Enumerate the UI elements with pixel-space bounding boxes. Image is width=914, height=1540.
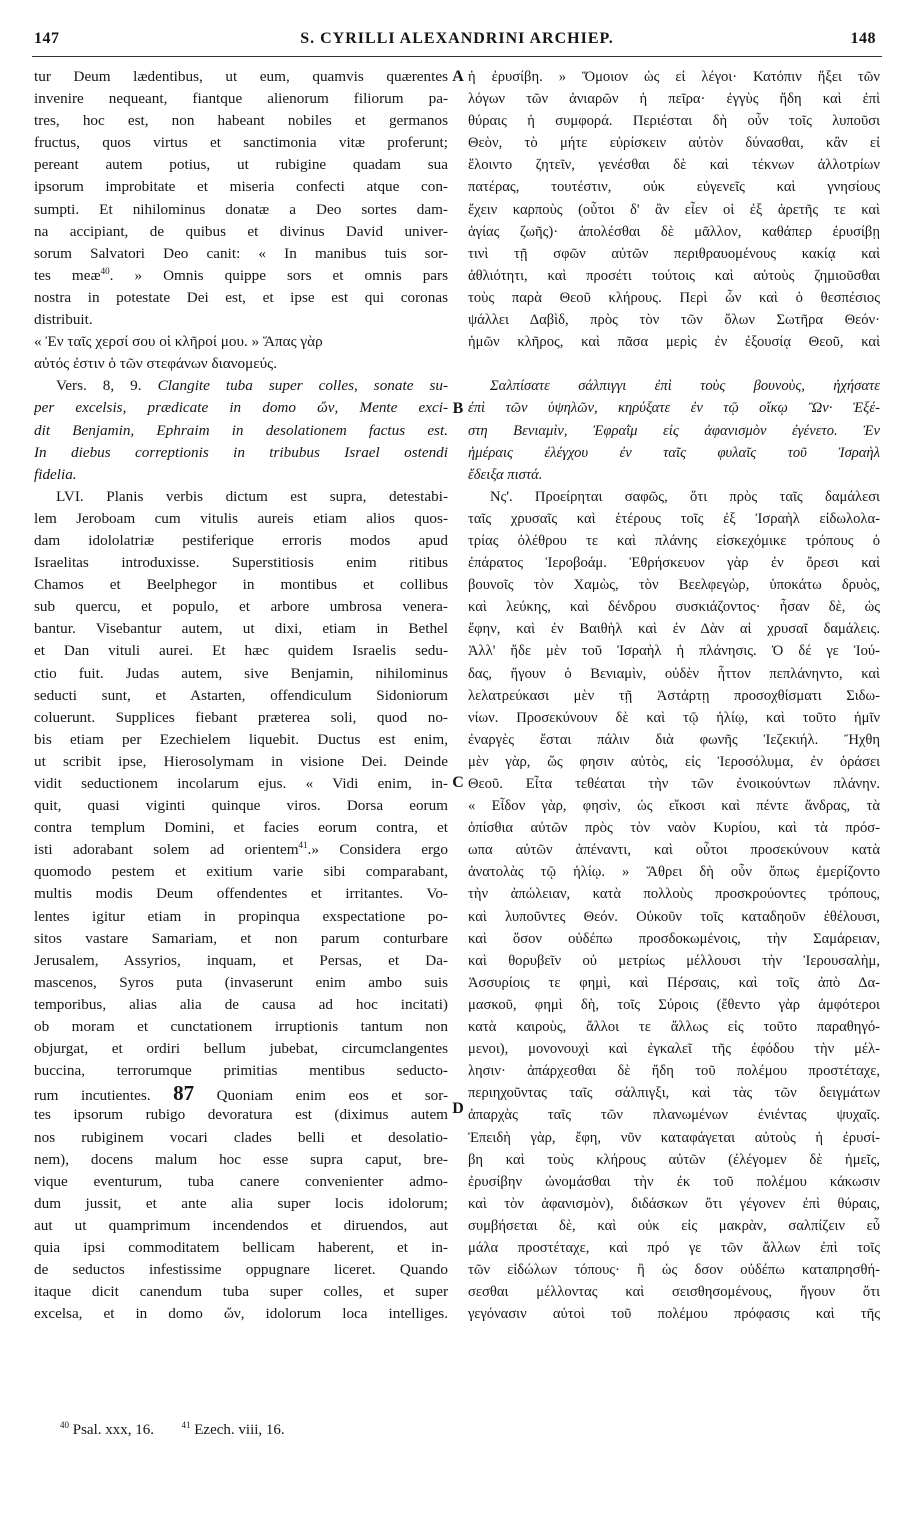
text-line: Θεὸν, τὸ μήτε εὑρίσκειν αὐτὸν δύνασθαι, κἂν εἰ bbox=[468, 135, 880, 152]
text-line: Θεοῦ. Εἶτα τεθέαται τὴν τῶν ἐνοικούντων πλάνην. bbox=[468, 776, 880, 792]
text-line: τὴν ἀπώλειαν, κατὰ πολλοὺς προσκρούοντες τρόπους, bbox=[468, 886, 880, 903]
text-line: na accipiant, de quibus et divinus David univer- bbox=[34, 222, 448, 240]
footnote-text: Psal. xxx, 16. bbox=[72, 1422, 155, 1438]
text-line: distribuit. bbox=[34, 311, 93, 329]
text-line: ἡμέραις ἐλέγχου ἐν ταῖς φυλαῖς τοῦ Ἰσραὴλ bbox=[468, 444, 880, 461]
text-line: In diebus correptionis in tribubus Israel ostendi bbox=[34, 443, 448, 461]
text-line: ἀθλιότητι, καὶ προσέτι τούτοις καὶ αὐτοὺς ζημιοῦσθαι bbox=[468, 267, 880, 284]
text-line: ἐπάρατος Ἱεροβοάμ. Ἐθρήσκευον γὰρ ἐν ὄρεσι καὶ bbox=[468, 555, 880, 572]
footnotes bbox=[60, 1422, 285, 1439]
text-line: quomodo pestem et exitium varie sibi comparabant, bbox=[34, 863, 448, 881]
text-line: Israelitas introduxisse. Superstitiosis enim ritibus bbox=[34, 554, 448, 572]
text-line: ctio fuit. Judas autem, sive Benjamin, nihilominus bbox=[34, 664, 448, 682]
text-line: dam idololatriæ pestiferique erroris modos apud bbox=[34, 531, 448, 549]
text-line: λησιν· ἀπάρχεσθαι δὲ ἤδη τοῦ πολέμου προστέταχε, bbox=[468, 1063, 880, 1080]
text-line: aut ut quamprimum incendendos et diruendos, aut bbox=[34, 1216, 448, 1234]
footnote-ref: 40 bbox=[100, 265, 110, 276]
margin-mark-c: C bbox=[452, 774, 464, 791]
text-line: Jerusalem, Assyrios, inquam, et Persas, et Da- bbox=[34, 951, 448, 969]
text-line: sorum Salvatori Deo canit: « In manibus tuis sor- bbox=[34, 244, 448, 262]
text-line: ἀνατολὰς τῷ ἡλίῳ. » Ἄθρει δὴ οὖν ὅπως ἐμερίζοντο bbox=[468, 864, 880, 881]
text-line: ἡ ἐρυσίβη. » Ὅμοιον ὡς εἰ λέγοι· Κατόπιν ἥξει τῶν bbox=[468, 69, 880, 85]
text-line: quia ipsi commoditatem bellicam haberent, et in- bbox=[34, 1238, 448, 1256]
margin-mark-b: B bbox=[452, 400, 464, 417]
text-line: buccina, terrorumque primitias mentibus seducto- bbox=[34, 1062, 448, 1080]
text-line: contra templum Domini, et facies eorum contra, et bbox=[34, 819, 448, 837]
text-line: ταῖς χρυσαῖς καὶ ἑτέρους τοῖς ἐξ Ἰσραὴλ εἰδωλολα- bbox=[468, 510, 880, 527]
text-line: ἔφην, καὶ ἐν Βαιθὴλ καὶ ἐν Δὰν αἱ χρυσαῖ δαμάλεις. bbox=[468, 621, 880, 638]
text-line: dum jussit, et ante alia super locis idolorum; bbox=[34, 1194, 448, 1212]
text-line: Ἀσσυρίοις τε φημὶ, καὶ Πέρσαις, καὶ τοῖς ἀπὸ Δα- bbox=[468, 974, 880, 991]
text-line: νίων. Προσεκύνουν δὲ καὶ τῷ ἡλίῳ, καὶ τοῦτο ἡμῖν bbox=[468, 709, 880, 726]
text-line: δας, ἤγουν ὁ Βενιαμὶν, οὐδὲν ἧττον πεπλάνηντο, καὶ bbox=[468, 665, 880, 682]
text-line: τῶν εἰδώλων τόπους· ἢ ὡς δσον οὐδέπω καταπρησθή- bbox=[468, 1262, 880, 1279]
text-line: itaque dicit canendum tuba super colles, et super bbox=[34, 1283, 448, 1301]
text-line: invenire nequeant, fiantque alienorum filiorum pa- bbox=[34, 90, 448, 108]
text-line: LVI. Planis verbis dictum est supra, detestabi- bbox=[56, 487, 448, 505]
page-number-left: 147 bbox=[34, 30, 60, 47]
text-line: vique eventurum, tuba canere convenienter admo- bbox=[34, 1172, 448, 1190]
text-line: ἀπαρχὰς ταῖς τῶν πλανωμένων ἐνιέντας ψυχαῖς. bbox=[468, 1107, 880, 1124]
text-line: Chamos et Beelphegor in montibus et collibus bbox=[34, 576, 448, 594]
text-line: ἔχειν καρποὺς (οὗτοι δ' ἂν εἶεν οἱ ἐξ ἀρετῆς τε καὶ bbox=[468, 201, 880, 218]
text-line: συμβήσεται δὲ, καὶ οὐκ εἰς μακρὰν, σαλπίζειν εὖ bbox=[468, 1217, 880, 1234]
text-line: μενοι), μονονουχὶ καὶ ἐγκαλεῖ τῆς ἐφόδου τὴν μέλ- bbox=[468, 1041, 880, 1058]
text-line: καὶ ὅσον οὐδέπω προσδοκωμένοις, τὴν Σαμάρειαν, bbox=[468, 930, 880, 947]
text-line: tes meæ$^{40}$. » Omnis quippe sors et omnis pars bbox=[34, 265, 448, 284]
text-line: Nς'. Προείρηται σαφῶς, ὅτι πρὸς ταῖς δαμάλεσι bbox=[490, 488, 880, 505]
text-line: μὲν γὰρ, ὥς φησιν αὐτὸς, εἰς Ἱεροσόλυμα, ἐν ὁράσει bbox=[468, 753, 880, 770]
text-line: ἁγίας ζωῆς)· ἀπολέσθαι δὲ μᾶλλον, καθάπερ ἐρυσίβῃ bbox=[468, 223, 880, 240]
text-line: fructus, quos virtus et sanctimonia vitæ proferunt; bbox=[34, 134, 448, 152]
text-line: isti adorabant solem ad orientem$^{41}$.» Considera ergo bbox=[34, 840, 448, 859]
text-line: de seductos infestissime oppugnare liceret. Quando bbox=[34, 1261, 448, 1279]
text-line: στη Βενιαμὶν, Ἐφραῒμ εἰς ἀφανισμὸν ἐγένετο. Ἐν bbox=[468, 422, 880, 439]
text-line: ἡμῶν κλῆρος, καὶ πᾶσα μερὶς ἐν ἐξουσίᾳ Θεοῦ, καὶ bbox=[468, 334, 880, 351]
text-line: ἕλοιντο ζητεῖν, γενέσθαι δὲ καὶ τέκνων ἀλλοτρίων bbox=[468, 157, 880, 174]
text-line: bantur. Visebantur autem, ut dixi, etiam in Bethel bbox=[34, 620, 448, 638]
text-line: nos rubiginem vocari clades belli et desolatio- bbox=[34, 1128, 448, 1146]
footnote-number: 41 bbox=[181, 1420, 191, 1430]
greek-column bbox=[468, 66, 880, 1325]
edition-column-number: 87 bbox=[173, 1082, 195, 1105]
text-line: seducti sunt, et Astarten, offendiculum Sidoniorum bbox=[34, 686, 448, 704]
text-line: « Εἶδον γὰρ, φησὶν, ὡς εἴκοσι καὶ πέντε ἄνδρας, τὰ bbox=[468, 798, 880, 815]
text-line: Vers. 8, 9. Clangite tuba super colles, sonate su- bbox=[56, 377, 448, 395]
text-line: multis modis Deum offendentes et irritantes. Vo- bbox=[34, 885, 448, 903]
text-line: excelsa, et in domo ὤν, idolorum loca intelliges. bbox=[34, 1305, 448, 1323]
text-line: πατέρας, τουτέστιν, οὐκ εὐγενεῖς καὶ γνησίους bbox=[468, 179, 880, 196]
text-line: Σαλπίσατε σάλπιγγι ἐπὶ τοὺς βουνοὺς, ἠχήσατε bbox=[490, 378, 880, 395]
text-line: ἔδειξα πιστά. bbox=[468, 466, 543, 483]
text-line: περιηχοῦντας ταῖς σάλπιγξι, καὶ τὰς τῶν δειγμάτων bbox=[468, 1085, 880, 1102]
text-line: μασκοῦ, φημὶ δὴ, τοῖς Σύροις (ἔθεντο γὰρ ἀμφότεροι bbox=[468, 996, 880, 1013]
latin-column bbox=[34, 66, 448, 1325]
latin-paragraph-1 bbox=[34, 66, 448, 375]
text-line: τοὺς παρὰ Θεοῦ κλήρους. Περὶ ὧν καὶ ὁ θεσπέσιος bbox=[468, 289, 880, 306]
text-line: pereant autem potius, ut rubigine quadam sua bbox=[34, 156, 448, 174]
text-line: et Dan vituli aurei. Et hæc quidem Israelis sedu- bbox=[34, 642, 448, 660]
text-line: ψάλλει Δαβὶδ, πρὸς τὸν τῶν ὅλων Σωτῆρα Θεόν· bbox=[468, 312, 880, 329]
text-line: βουνοῖς τὸν Χαμὼς, τὸν Βεελφεγὼρ, ὑποκάτω δρυὸς, bbox=[468, 577, 880, 594]
verse-label: Vers. 8, 9. bbox=[56, 377, 142, 395]
text-line: ἐρυσίβην ὠνομάσθαι τὴν ἐκ τοῦ πολέμου κάκωσιν bbox=[468, 1173, 880, 1190]
text-line: Ἀλλ' ἤδε μὲν τοῦ Ἰσραὴλ ἡ πλάνησις. Ὁ δέ γε Ἰού- bbox=[468, 643, 880, 660]
text-line: τρίας ὀλέθρου τε καὶ πλάνης εἰσκεχόμικε τρόπους ὁ bbox=[468, 532, 880, 549]
text-line: tur Deum lædentibus, ut eum, quamvis quærentes bbox=[34, 68, 448, 85]
latin-verse bbox=[34, 375, 448, 485]
text-line: bis etiam per Ezechielem liquebit. Ductus est enim, bbox=[34, 730, 448, 748]
text-line: τινὶ τῇ σφῶν αὐτῶν περιθραυομένους κακίᾳ καὶ bbox=[468, 245, 880, 262]
text-line: tres, hoc est, non habeant nobiles et germanos bbox=[34, 112, 448, 130]
text-line: μάλα προστέταχε, καὶ πρό γε τῶν ἄλλων ἐπὶ τοῖς bbox=[468, 1239, 880, 1256]
margin-mark-d: D bbox=[452, 1100, 464, 1117]
greek-quote-line: « Ἐν ταῖς χερσί σου οἱ κλῆροί μου. » Ἅπας γὰρ bbox=[34, 333, 323, 351]
greek-paragraph-2 bbox=[468, 486, 880, 1326]
text-line: objurgat, et ordiri bellum jubebat, circumclangentes bbox=[34, 1040, 448, 1058]
text-line: βη καὶ τοὺς κλήρους αὐτῶν (ἐλέγομεν δὲ ἡμεῖς, bbox=[468, 1151, 880, 1168]
text-line: lem Jeroboam cum vitulis aureis etiam alios quos- bbox=[34, 509, 448, 527]
header-rule bbox=[32, 56, 882, 57]
greek-quote-line: αὐτός ἐστιν ὁ τῶν στεφάνων διανομεύς. bbox=[34, 355, 277, 373]
text-line: sitos vastare Samariam, et non parum conturbare bbox=[34, 929, 448, 947]
text-line: ut scribit ipse, Hierosolymam in visione Dei. Deinde bbox=[34, 752, 448, 770]
text-line: ἐναργὲς ἔσται πάλιν διὰ φωνῆς Ἰεζεκιήλ. Ἤχθη bbox=[468, 731, 880, 748]
text-line: temporibus, alias alia de causa ad hoc incitati) bbox=[34, 995, 448, 1013]
text-line: λόγων τῶν ἀνιαρῶν ἡ πεῖρα· ἐγγὺς ἤδη καὶ ἐπὶ bbox=[468, 91, 880, 108]
text-line: rum incutientes. 87 Quoniam enim eos et sor- bbox=[34, 1082, 448, 1105]
page-number-right: 148 bbox=[850, 30, 876, 47]
text-line: coluerunt. Supplices fiebant præterea soli, quod no- bbox=[34, 708, 448, 726]
text-line: sumpti. Et nihilominus donatæ a Deo sortes dam- bbox=[34, 200, 448, 218]
text-line: vidit seductionem incolarum ejus. « Vidi enim, in- bbox=[34, 775, 448, 792]
text-line: κατὰ καιροὺς, ἄλλοι τε ἄλλως εἰς τοῦτο παραθηγό- bbox=[468, 1019, 880, 1036]
text-line: tes ipsorum rubigo devoratura est (diximus autem bbox=[34, 1106, 448, 1124]
text-line: dit Benjamin, Ephraim in desolationem factus est. bbox=[34, 421, 448, 439]
text-line: ipsorum improbitate et miseria confecti atque con- bbox=[34, 178, 448, 196]
text-line: quit, quasi viginti quinque viros. Dorsa eorum bbox=[34, 797, 448, 815]
text-line: καὶ λυποῦντες Θεόν. Οὐκοῦν τοῖς καταδηοῦν ἐθέλουσι, bbox=[468, 908, 880, 925]
text-line: fidelia. bbox=[34, 465, 77, 483]
running-header-title: S. CYRILLI ALEXANDRINI ARCHIEP. bbox=[300, 30, 614, 47]
footnote-ref: 41 bbox=[298, 840, 308, 851]
text-line: καὶ τὸν ἀφανισμὸν), διδάσκων ὅτι γέγονεν ἐπὶ θύραις, bbox=[468, 1195, 880, 1212]
text-line: θύραις ἡ συμφορά. Περιέσται δὴ οὖν τοῖς λυποῦσι bbox=[468, 113, 880, 130]
text-line: καὶ θορυβεῖν οὐ μετρίως μέλλουσι τὴν Ἱερουσαλὴμ, bbox=[468, 952, 880, 969]
text-line: καὶ λεύκης, καὶ δένδρου συσκιάζοντος· ἦσαν δὲ, ὡς bbox=[468, 599, 880, 616]
text-line: ὀπίσθια αὐτῶν πρὸς τὸν ναὸν Κυρίου, καὶ τὰ πρόσ- bbox=[468, 820, 880, 837]
margin-mark-a: A bbox=[452, 68, 464, 85]
latin-paragraph-2 bbox=[34, 486, 448, 1326]
text-line: ωπα αὐτῶν ἀπέναντι, καὶ οὗτοι προσεκύνουν κατὰ bbox=[468, 842, 880, 859]
text-line: lentes igitur etiam in propinqua exspectatione po- bbox=[34, 907, 448, 925]
text-line: nostra in potestate Dei est, et ipse est qui coronas bbox=[34, 288, 448, 306]
text-line: λελατρεύκασι μὲν τῇ Ἀστάρτῃ προσοχθίσματι Σιδω- bbox=[468, 687, 880, 704]
footnote-number: 40 bbox=[60, 1420, 69, 1430]
text-line: σεσθαι μέλλοντας καὶ σεισθησομένους, ἤγουν ὅτι bbox=[468, 1284, 880, 1301]
text-line: γεγόνασιν αὐτοὶ τοῦ πολέμου πρόφασις καὶ τῆς bbox=[468, 1306, 880, 1323]
text-line: mascenos, Syros puta (invaserunt enim ambo suis bbox=[34, 973, 448, 991]
text-line: per excelsis, prædicate in domo ὤν, Mente exci- bbox=[34, 399, 448, 417]
greek-verse bbox=[468, 375, 880, 485]
text-line: sub quercu, et populo, et arbore umbrosa venera- bbox=[34, 598, 448, 616]
text-line: ἐπὶ τῶν ὑψηλῶν, κηρύξατε ἐν τῷ οἴκῳ Ὢν· Ἐξέ- bbox=[468, 400, 880, 417]
text-line: ob moram et cunctationem irruptionis tantum non bbox=[34, 1018, 448, 1036]
text-line: nem), docens malum hoc esse supra caput, bre- bbox=[34, 1150, 448, 1168]
footnote-text: Ezech. viii, 16. bbox=[194, 1422, 285, 1438]
greek-paragraph-1 bbox=[468, 66, 880, 375]
text-line: Ἐπειδὴ γὰρ, ἔφη, νῦν καταφάγεται αὐτοὺς ἡ ἐρυσί- bbox=[468, 1129, 880, 1146]
